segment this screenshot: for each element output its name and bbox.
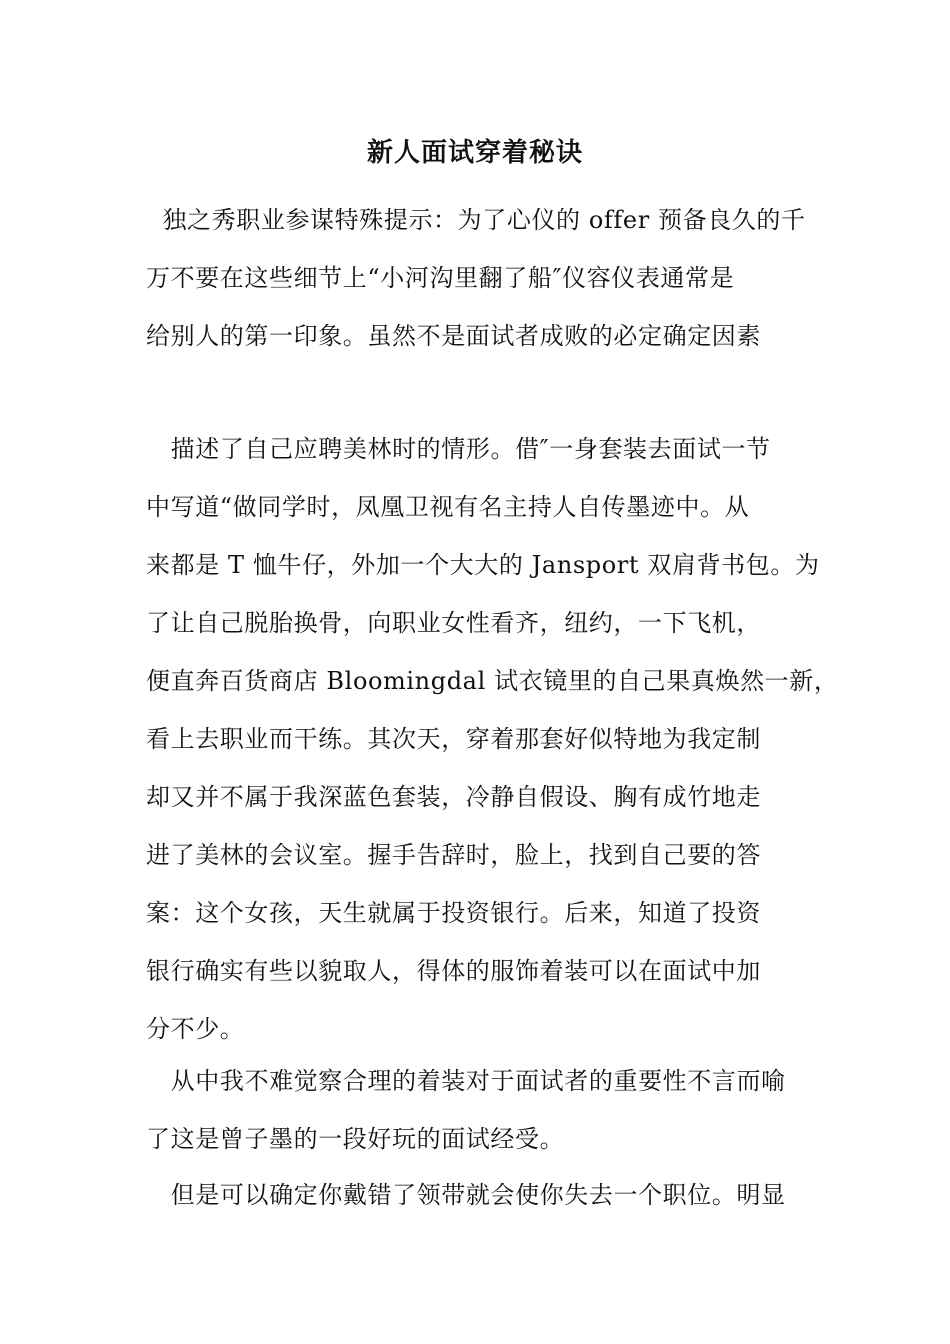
- text-line: 分不少。: [146, 1015, 245, 1043]
- paragraph-intro: [146, 191, 826, 365]
- text-line: 案：这个女孩，天生就属于投资银行。后来，知道了投资: [146, 899, 761, 927]
- text-line: 来都是 T 恤牛仔，外加一个大大的 Jansport 双肩背书包。为: [146, 551, 820, 579]
- text-line: 了让自己脱胎换骨，向职业女性看齐，纽约，一下飞机，: [146, 609, 761, 637]
- text-line: 独之秀职业参谋特殊提示：为了心仪的 offer 预备良久的千: [146, 206, 806, 234]
- text-line: 给别人的第一印象。虽然不是面试者成败的必定确定因素: [146, 322, 761, 350]
- text-line: 描述了自己应聘美林时的情形。借″一身套装去面试一节: [146, 435, 771, 463]
- text-line: 银行确实有些以貌取人，得体的服饰着装可以在面试中加: [146, 957, 761, 985]
- text-line: 但是可以确定你戴错了领带就会使你失去一个职位。明显: [146, 1181, 786, 1209]
- text-line: 了这是曾子墨的一段好玩的面试经受。: [146, 1125, 565, 1153]
- text-line: 进了美林的会议室。握手告辞时，脸上，找到自己要的答: [146, 841, 761, 869]
- document-title: 新人面试穿着秘诀: [366, 138, 583, 168]
- text-line: 中写道“做同学时，凤凰卫视有名主持人自传墨迹中。从: [146, 493, 750, 521]
- text-line: 从中我不难觉察合理的着装对于面试者的重要性不言而喻: [146, 1067, 786, 1095]
- text-line: 却又并不属于我深蓝色套装，冷静自假设、胸有成竹地走: [146, 783, 761, 811]
- text-line: 万不要在这些细节上“小河沟里翻了船″仪容仪表通常是: [146, 264, 735, 292]
- paragraph-story: [146, 420, 839, 1058]
- text-line: 看上去职业而干练。其次天，穿着那套好似特地为我定制: [146, 725, 761, 753]
- paragraph-importance: [146, 1052, 826, 1168]
- paragraph-tie: [146, 1166, 826, 1224]
- text-line: 便直奔百货商店 Bloomingdal 试衣镜里的自己果真焕然一新，: [146, 667, 839, 695]
